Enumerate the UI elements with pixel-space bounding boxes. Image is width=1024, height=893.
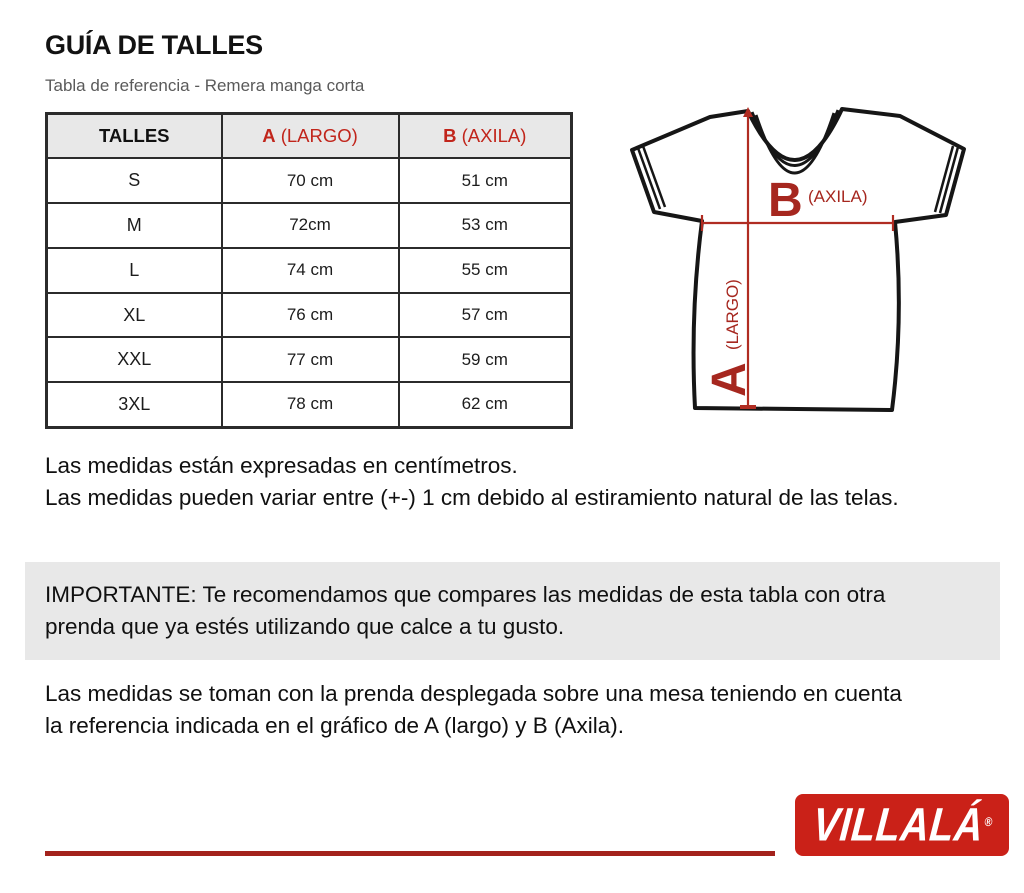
size-table bbox=[45, 112, 573, 429]
important-note-text: IMPORTANTE: Te recomendamos que compares las medidas de esta tabla con otra prenda que ya estés utilizando que calce a tu gusto. bbox=[45, 582, 886, 639]
largo-value: 76 cm bbox=[222, 293, 399, 338]
header-largo-letter: A bbox=[262, 125, 276, 147]
size-label: XXL bbox=[47, 337, 222, 382]
header-largo-rest: (LARGO) bbox=[275, 125, 358, 147]
brand-name: VILLALÁ bbox=[810, 797, 986, 851]
tshirt-diagram bbox=[620, 100, 970, 420]
size-label: 3XL bbox=[47, 382, 222, 427]
important-note-box bbox=[25, 562, 1000, 660]
method-note bbox=[45, 678, 925, 742]
brand-logo-text bbox=[810, 798, 993, 852]
page-title: GUÍA DE TALLES bbox=[45, 30, 263, 60]
method-note-text: Las medidas se toman con la prenda desplegada sobre una mesa teniendo en cuenta la referencia indicada en el gráfico de A (largo) y B (Axila). bbox=[45, 681, 902, 738]
largo-value: 72cm bbox=[222, 203, 399, 248]
largo-value: 78 cm bbox=[222, 382, 399, 427]
header-axila bbox=[399, 114, 572, 159]
size-label: S bbox=[47, 158, 222, 203]
size-label: L bbox=[47, 248, 222, 293]
axila-value: 55 cm bbox=[399, 248, 572, 293]
label-a-rest: (LARGO) bbox=[723, 279, 742, 350]
size-label: XL bbox=[47, 293, 222, 338]
table-row bbox=[47, 382, 572, 427]
header-largo bbox=[222, 114, 399, 159]
table-row bbox=[47, 248, 572, 293]
table-row bbox=[47, 293, 572, 338]
footer-divider bbox=[45, 851, 775, 856]
largo-value: 77 cm bbox=[222, 337, 399, 382]
table-row bbox=[47, 337, 572, 382]
axila-value: 51 cm bbox=[399, 158, 572, 203]
table-row bbox=[47, 203, 572, 248]
size-table-header-row bbox=[47, 114, 572, 159]
axila-value: 57 cm bbox=[399, 293, 572, 338]
measures-note-line1: Las medidas están expresadas en centímetros. bbox=[45, 453, 518, 478]
brand-logo bbox=[795, 794, 1009, 856]
axila-value: 59 cm bbox=[399, 337, 572, 382]
registered-trademark-icon: ® bbox=[983, 814, 994, 830]
measures-note-line2: Las medidas pueden variar entre (+-) 1 cm debido al estiramiento natural de las telas. bbox=[45, 485, 899, 510]
label-b-letter: B bbox=[768, 174, 803, 227]
measures-note bbox=[45, 450, 925, 514]
tshirt-outline bbox=[632, 109, 964, 410]
table-row bbox=[47, 158, 572, 203]
tshirt-diagram-svg bbox=[620, 100, 970, 420]
largo-value: 74 cm bbox=[222, 248, 399, 293]
label-b-rest: (AXILA) bbox=[808, 187, 868, 206]
label-a-letter: A bbox=[703, 362, 756, 397]
axila-value: 53 cm bbox=[399, 203, 572, 248]
header-axila-letter: B bbox=[443, 125, 457, 147]
size-label: M bbox=[47, 203, 222, 248]
header-talles: TALLES bbox=[47, 114, 222, 159]
largo-value: 70 cm bbox=[222, 158, 399, 203]
header-axila-rest: (AXILA) bbox=[456, 125, 527, 147]
axila-value: 62 cm bbox=[399, 382, 572, 427]
page-subtitle: Tabla de referencia - Remera manga corta bbox=[45, 76, 365, 95]
